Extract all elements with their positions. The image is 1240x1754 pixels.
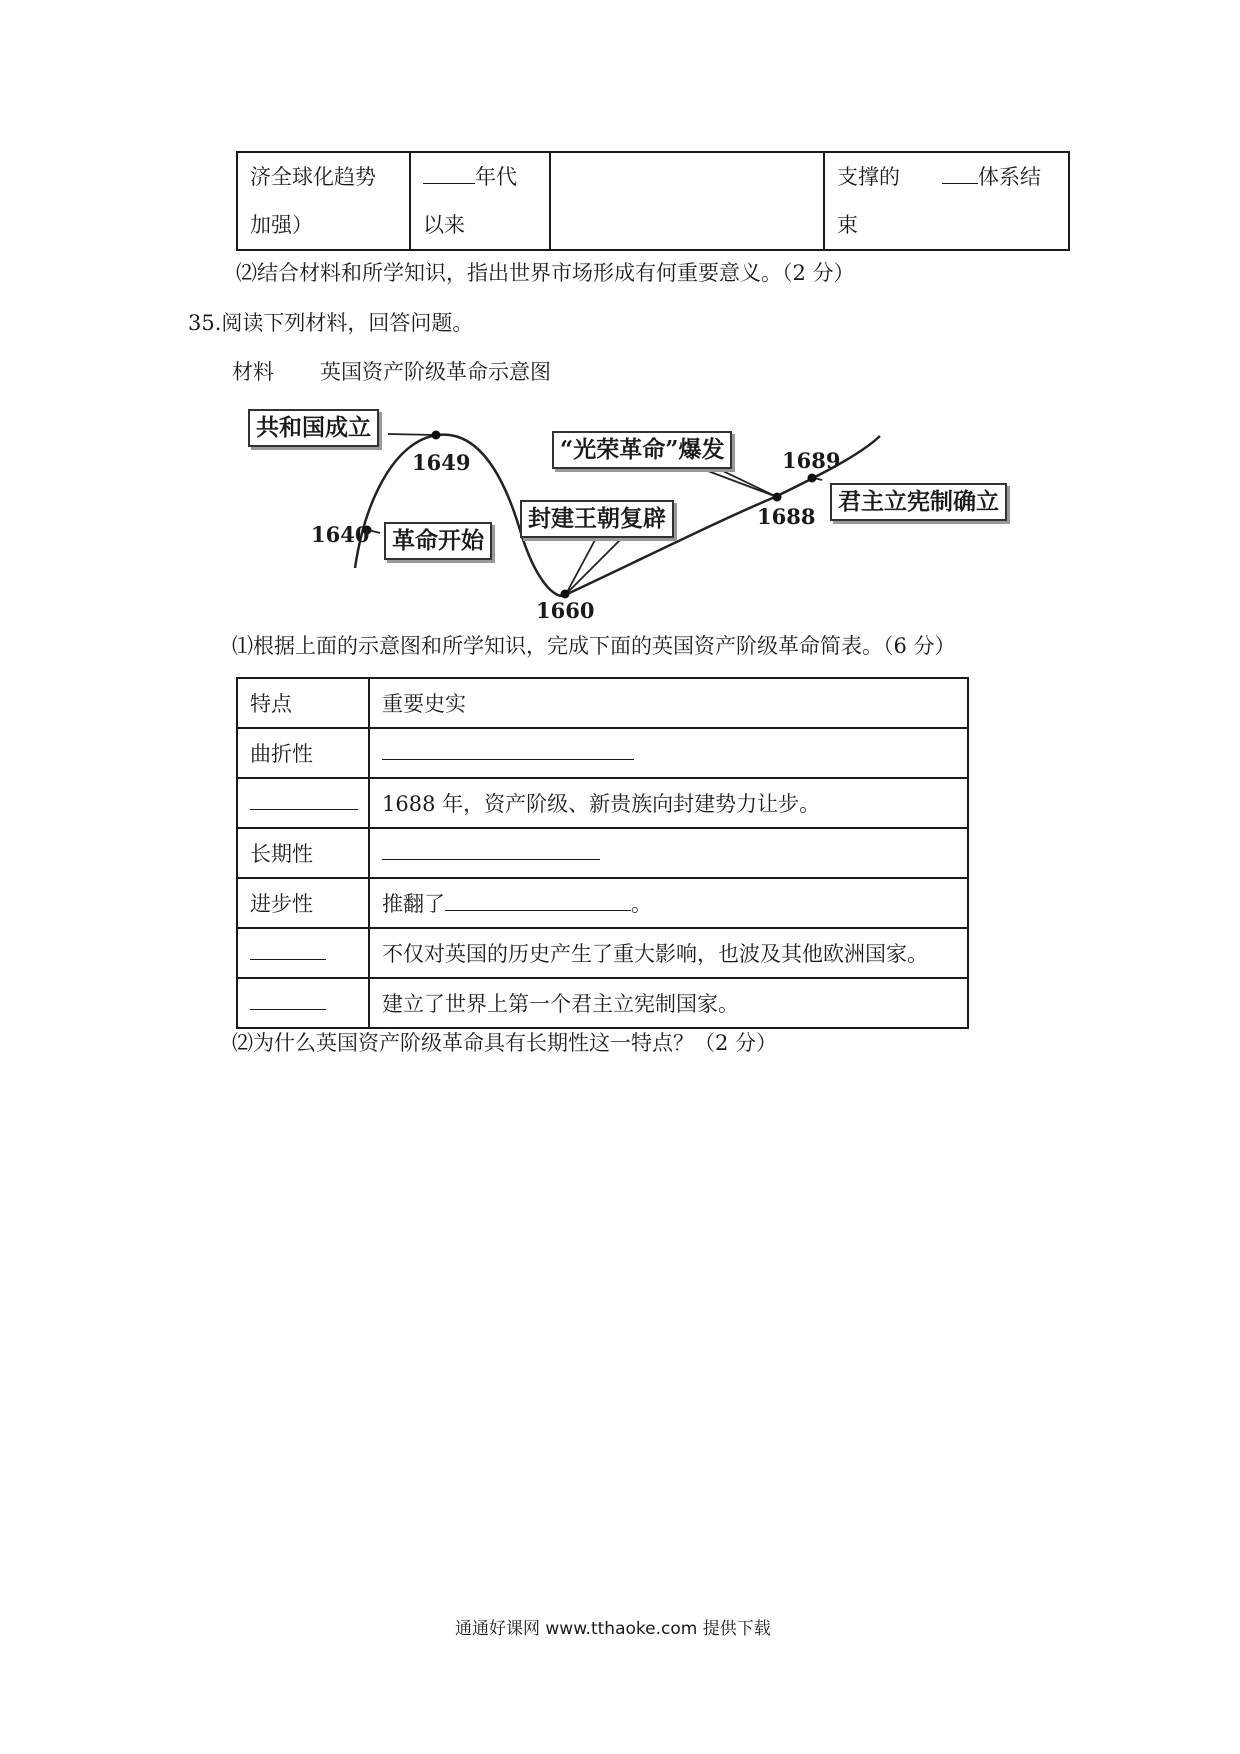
header-feature: 特点 <box>237 678 369 728</box>
table-row <box>237 978 968 1028</box>
label-republic: 共和国成立 <box>248 409 379 447</box>
material-label: 材料 <box>232 360 274 384</box>
fact-cell <box>369 828 968 878</box>
material-title: 英国资产阶级革命示意图 <box>320 360 551 384</box>
feature-cell <box>237 978 369 1028</box>
pointer-line <box>566 540 620 594</box>
point-1649 <box>432 431 441 440</box>
table-header-row <box>237 678 968 728</box>
fill-blank[interactable] <box>250 1007 326 1010</box>
page-footer: 通通好课网 www.tthaoke.com 提供下载 <box>455 1619 771 1639</box>
fact-text: 。 <box>631 892 652 916</box>
fill-blank[interactable] <box>445 908 631 911</box>
fill-blank[interactable] <box>250 957 326 960</box>
year-1689: 1689 <box>782 448 841 473</box>
question-34-2: ⑵结合材料和所学知识，指出世界市场形成有何重要意义。（2 分） <box>236 261 855 285</box>
fill-blank[interactable] <box>382 757 634 760</box>
pointer-line <box>388 434 436 435</box>
point-1689 <box>808 474 817 483</box>
table-row <box>237 928 968 978</box>
fact-cell <box>369 878 968 928</box>
year-1640: 1640 <box>311 522 370 547</box>
header-fact: 重要史实 <box>369 678 968 728</box>
cell-text: 加强） <box>250 213 313 237</box>
cell-text: 济全球化趋势 <box>250 165 376 189</box>
feature-cell: 曲折性 <box>237 728 369 778</box>
point-1688 <box>773 493 782 502</box>
revolution-diagram <box>0 0 1240 640</box>
year-1688: 1688 <box>757 504 816 529</box>
feature-cell: 进步性 <box>237 878 369 928</box>
question-35-title: 35.阅读下列材料，回答问题。 <box>188 311 474 335</box>
cell-text: 以来 <box>423 213 465 237</box>
pointer-line <box>700 468 777 497</box>
cell-text: 支撑的 <box>837 165 900 189</box>
label-revolution-start: 革命开始 <box>384 522 492 560</box>
question-35-2: ⑵为什么英国资产阶级革命具有长期性这一特点？（2 分） <box>232 1031 778 1055</box>
question-35-1: ⑴根据上面的示意图和所学知识，完成下面的英国资产阶级革命简表。（6 分） <box>232 634 956 658</box>
fact-cell: 建立了世界上第一个君主立宪制国家。 <box>369 978 968 1028</box>
revolution-table <box>236 677 969 1029</box>
fact-cell <box>369 728 968 778</box>
table-row <box>237 828 968 878</box>
cell-text: 年代 <box>475 165 517 189</box>
fill-blank[interactable] <box>250 807 358 810</box>
fill-blank[interactable] <box>382 857 600 860</box>
label-restoration: 封建王朝复辟 <box>520 500 674 538</box>
feature-cell <box>237 778 369 828</box>
table-row <box>237 878 968 928</box>
table-row <box>237 728 968 778</box>
year-1660: 1660 <box>536 598 595 623</box>
fact-cell: 1688 年，资产阶级、新贵族向封建势力让步。 <box>369 778 968 828</box>
pointer-line <box>566 540 595 594</box>
cell-text: 体系结 <box>978 165 1041 189</box>
table-row <box>237 778 968 828</box>
feature-cell: 长期性 <box>237 828 369 878</box>
cell-text: 束 <box>837 213 858 237</box>
feature-cell <box>237 928 369 978</box>
label-constitutional-monarchy: 君主立宪制确立 <box>830 483 1007 521</box>
fact-cell: 不仅对英国的历史产生了重大影响，也波及其他欧洲国家。 <box>369 928 968 978</box>
fact-text: 推翻了 <box>382 892 445 916</box>
label-glorious-revolution: “光荣革命”爆发 <box>552 431 732 469</box>
year-1649: 1649 <box>412 450 471 475</box>
